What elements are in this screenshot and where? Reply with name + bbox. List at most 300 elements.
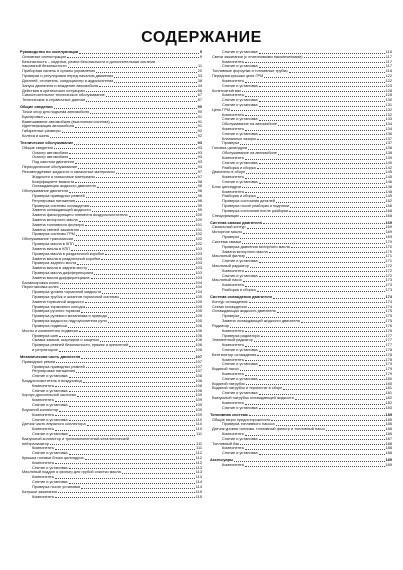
toc-page-number: 93 bbox=[197, 141, 202, 145]
toc-page-number: 113 bbox=[195, 470, 202, 475]
toc-page-number: 111 bbox=[196, 441, 202, 446]
toc-page-number: 117 bbox=[385, 64, 392, 69]
toc-leader-dots bbox=[100, 341, 194, 342]
toc-page-number: 99 bbox=[197, 208, 202, 213]
toc-page-number: 123 bbox=[385, 83, 392, 88]
toc-entry-label: Смазочный контур bbox=[212, 225, 246, 230]
toc-entry-label: Снятие и установка bbox=[222, 376, 258, 381]
toc-page-number: 108 bbox=[195, 383, 202, 388]
toc-leader-dots bbox=[76, 372, 194, 373]
toc-entry-label: Осмотр автомобиля bbox=[32, 150, 69, 155]
toc-leader-dots bbox=[55, 430, 194, 431]
toc-entry-label: Общие меры предосторожности bbox=[212, 417, 271, 422]
toc-entry-label: Снятие и установка bbox=[32, 480, 68, 485]
toc-page-number: 169 bbox=[385, 235, 392, 240]
toc-page-number: 172 bbox=[385, 273, 392, 278]
toc-entry-label: Перестановка колес bbox=[22, 285, 59, 290]
toc-page-number: 149 bbox=[385, 194, 392, 199]
toc-page-number: 173 bbox=[385, 288, 392, 292]
toc-entry-label: Аксессуары bbox=[210, 458, 234, 463]
toc-page-number: 178 bbox=[385, 357, 392, 362]
toc-page-number: 128 bbox=[385, 93, 392, 98]
toc-leader-dots bbox=[90, 113, 197, 114]
toc-page-number: 110 bbox=[195, 417, 202, 422]
toc-leader-dots bbox=[55, 415, 194, 416]
toc-page-number: 106 bbox=[195, 338, 202, 343]
toc-leader-dots bbox=[80, 230, 195, 231]
toc-entry-label: Компоненты bbox=[32, 383, 55, 388]
toc-entry-label: Компоненты bbox=[222, 446, 245, 451]
toc-leader-dots bbox=[245, 404, 384, 405]
toc-page-number: 114 bbox=[195, 480, 202, 485]
toc-leader-dots bbox=[234, 461, 384, 462]
toc-page-number: 185 bbox=[385, 417, 392, 422]
toc-leader-dots bbox=[86, 197, 197, 198]
toc-page-number: 67 bbox=[197, 93, 202, 98]
toc-entry-label: Впускной коллектор bbox=[22, 407, 59, 412]
toc-page-number: 179 bbox=[385, 362, 392, 367]
toc-entry-label: Безопасность – сиденья, ремни безопасности и дополнительная система bbox=[22, 59, 156, 64]
toc-entry-label: Балансировка колес bbox=[22, 280, 60, 285]
toc-page-number: 105 bbox=[195, 295, 202, 299]
toc-entry-label: Снятие и установка bbox=[222, 117, 258, 122]
toc-leader-dots bbox=[79, 331, 195, 332]
toc-entry-label: Обслуживание двигателя bbox=[22, 189, 69, 194]
toc-entry-label: Осмотр автомобиля bbox=[32, 155, 69, 160]
toc-leader-dots bbox=[59, 411, 194, 412]
toc-entry-label: Передняя крышка цепи ГРМ bbox=[212, 74, 264, 79]
toc-entry-label: Свечи зажигания (с платиновыми наконечниками) bbox=[212, 54, 303, 59]
toc-entry-label: Компоненты bbox=[32, 398, 55, 403]
toc-page-number: 20 bbox=[197, 69, 202, 74]
toc-entry-label: нейтрализатор bbox=[22, 441, 49, 446]
toc-leader-dots bbox=[245, 82, 384, 83]
toc-leader-dots bbox=[264, 77, 384, 78]
toc-page-number: 116 bbox=[385, 50, 392, 54]
toc-entry-label: Снятие и установка bbox=[222, 64, 258, 69]
toc-entry-label: Топливная система bbox=[210, 412, 248, 417]
toc-leader-dots bbox=[55, 497, 194, 498]
toc-entry-label: Компоненты bbox=[222, 175, 245, 180]
toc-page-number: 177 bbox=[385, 333, 392, 338]
toc-entry-label: Моторное масло bbox=[212, 230, 243, 235]
toc-leader-dots bbox=[94, 274, 194, 275]
toc-entry-label: Водяной патрубок и термостат в сборе bbox=[212, 386, 283, 391]
toc-entry-label: Топливный бак bbox=[212, 441, 240, 446]
toc-page-number: 183 bbox=[385, 405, 392, 410]
toc-entry-label: Масляный фильтр bbox=[212, 254, 246, 259]
toc-leader-dots bbox=[246, 173, 384, 174]
toc-entry-label: Проверка масла дифференциала bbox=[32, 270, 94, 275]
toc-page-number: 185 bbox=[385, 412, 392, 417]
toc-entry-label: Компоненты bbox=[32, 494, 55, 499]
toc-page-number: 177 bbox=[385, 338, 392, 343]
toc-leader-dots bbox=[247, 228, 385, 229]
toc-leader-dots bbox=[62, 132, 197, 133]
toc-leader-dots bbox=[68, 67, 197, 68]
toc-page-number: 103 bbox=[195, 256, 202, 261]
toc-page-number: 9 bbox=[199, 50, 202, 54]
toc-entry-label: Катушки зажигания bbox=[22, 489, 57, 494]
toc-entry-label: Габаритные размеры bbox=[22, 129, 61, 134]
toc-page-number: 109 bbox=[195, 403, 202, 408]
toc-leader-dots bbox=[245, 449, 384, 450]
toc-leader-dots bbox=[230, 327, 384, 328]
toc-entry bbox=[210, 451, 392, 456]
toc-entry-label: Замена масла в заднем мосту bbox=[32, 266, 88, 271]
toc-entry-label: Проверка масла в раздаточной коробке bbox=[32, 251, 105, 256]
toc-page-number: 132 bbox=[385, 107, 392, 112]
toc-page-number: 172 bbox=[385, 268, 392, 273]
toc-leader-dots bbox=[76, 201, 197, 202]
toc-leader-dots bbox=[69, 391, 195, 392]
toc-leader-dots bbox=[245, 360, 384, 361]
toc-page-number: 170 bbox=[385, 244, 392, 249]
toc-entry-label: Проверка ручного тормоза bbox=[32, 309, 81, 314]
toc-page-number: 104 bbox=[195, 290, 202, 295]
toc-entry-label: Замена масла в раздаточной коробке bbox=[32, 256, 101, 261]
toc-leader-dots bbox=[120, 298, 195, 299]
toc-leader-dots bbox=[101, 259, 194, 260]
toc-page-number: 107 bbox=[195, 369, 202, 374]
toc-page-number: 109 bbox=[195, 393, 202, 398]
toc-leader-dots bbox=[259, 439, 385, 440]
toc-leader-dots bbox=[91, 278, 195, 279]
toc-leader-dots bbox=[257, 168, 385, 169]
toc-page-number: 97 bbox=[197, 169, 202, 174]
toc-page-number: 171 bbox=[385, 254, 392, 259]
toc-page-number: 186 bbox=[385, 427, 392, 432]
toc-entry-label: Снятие и установка bbox=[32, 374, 68, 379]
toc-page-number: 145 bbox=[385, 175, 392, 180]
toc-page-number: 110 bbox=[195, 422, 202, 427]
toc-entry-label: Компоненты bbox=[222, 78, 245, 83]
toc-leader-dots bbox=[50, 444, 195, 445]
toc-leader-dots bbox=[290, 207, 384, 208]
toc-entry bbox=[210, 288, 392, 293]
toc-entry-label: Замена масла дифференциала bbox=[32, 275, 90, 280]
toc-page-number: 105 bbox=[195, 304, 202, 309]
toc-leader-dots bbox=[69, 192, 197, 193]
toc-column-left bbox=[20, 50, 202, 499]
toc-leader-dots bbox=[242, 91, 384, 92]
toc-entry-label: Проверка bbox=[222, 314, 240, 319]
toc-leader-dots bbox=[86, 91, 197, 92]
toc-leader-dots bbox=[245, 192, 384, 193]
toc-leader-dots bbox=[245, 331, 384, 332]
toc-entry-label: Снятие и установка bbox=[32, 465, 68, 470]
toc-entry-label: Датчик часть впускного коллектора bbox=[22, 422, 86, 427]
toc-page-number: 174 bbox=[385, 304, 392, 309]
toc-page-number: 169 bbox=[385, 220, 392, 225]
toc-page-number: 91 bbox=[197, 124, 202, 129]
toc-entry-label: Замена свечей зажигания bbox=[32, 227, 79, 232]
toc-leader-dots bbox=[246, 257, 384, 258]
toc-page-number: 108 bbox=[195, 374, 202, 379]
toc-leader-dots bbox=[114, 82, 196, 83]
toc-page-number: 11 bbox=[197, 64, 202, 69]
toc-leader-dots bbox=[59, 336, 195, 337]
toc-leader-dots bbox=[245, 466, 384, 467]
toc-entry bbox=[20, 98, 202, 103]
toc-leader-dots bbox=[122, 473, 195, 474]
toc-entry-label: Снятие и установка bbox=[32, 403, 68, 408]
toc-leader-dots bbox=[240, 317, 384, 318]
toc-entry-label: Обслуживание трансмиссии bbox=[22, 237, 74, 242]
toc-entry-label: Компоненты bbox=[32, 460, 55, 465]
toc-entry-label: Замена моторного масла bbox=[32, 218, 78, 222]
toc-entry-label: Компоненты bbox=[222, 463, 245, 467]
toc-leader-dots bbox=[276, 425, 385, 426]
toc-entry-label: Под капотом двигателя bbox=[32, 160, 75, 165]
toc-entry-label: и регуляторов bbox=[32, 347, 58, 352]
toc-entry-label: Проверка подвески bbox=[32, 323, 67, 328]
toc-leader-dots bbox=[259, 351, 385, 352]
toc-entry-label: Масляный насос bbox=[212, 278, 243, 283]
toc-leader-dots bbox=[96, 177, 196, 178]
toc-entry-label: Снятие и установка bbox=[32, 388, 68, 393]
toc-entry-label: Проверки и регулировки перед началом движения bbox=[22, 74, 114, 79]
toc-entry-label: Проверка после разборки и подгонки bbox=[222, 204, 290, 208]
toc-page-number: 186 bbox=[385, 422, 392, 427]
toc-entry-label: Общие сведения bbox=[20, 105, 53, 110]
toc-page-number: 94 bbox=[197, 165, 202, 170]
toc-entry-label: Снятие и установка bbox=[222, 50, 258, 54]
toc-entry-label: Снятие и установка bbox=[222, 259, 258, 264]
toc-page-number: 100 bbox=[195, 218, 202, 222]
toc-page-number: 110 bbox=[195, 427, 202, 432]
toc-entry bbox=[20, 134, 202, 139]
toc-page-number: 174 bbox=[385, 299, 392, 304]
toc-entry-label: Регулировка натяжения bbox=[32, 198, 76, 203]
toc-leader-dots bbox=[116, 173, 197, 174]
toc-entry-label: Проверка состояния деталей bbox=[222, 199, 275, 204]
toc-entry-label: Крышка головки блока цилиндров bbox=[22, 456, 84, 460]
toc-entry-label: Снятие и установка bbox=[32, 451, 68, 456]
toc-entry-label: Компоненты bbox=[222, 59, 245, 64]
toc-entry-label: Компоненты bbox=[222, 372, 245, 376]
toc-entry-label: Смазка замков, шарниров и защелок bbox=[32, 338, 100, 343]
toc-leader-dots bbox=[56, 362, 194, 363]
toc-entry-label: Замена масла в КПП bbox=[32, 246, 71, 251]
toc-page-number: 90 bbox=[197, 105, 202, 110]
toc-page-number: 169 bbox=[385, 230, 392, 235]
toc-entry-label: Основные иллюстрации bbox=[22, 54, 66, 59]
toc-leader-dots bbox=[60, 288, 195, 289]
toc-leader-dots bbox=[243, 233, 384, 234]
toc-leader-dots bbox=[129, 216, 195, 217]
toc-page-number: 134 bbox=[385, 127, 392, 131]
toc-page-number: 169 bbox=[385, 225, 392, 230]
toc-page-number: 92 bbox=[197, 134, 202, 138]
toc-page-number: 103 bbox=[195, 251, 202, 256]
toc-entry bbox=[210, 214, 392, 219]
toc-entry-label: Охлаждающая жидкость двигателя bbox=[212, 309, 276, 314]
toc-leader-dots bbox=[108, 317, 195, 318]
toc-page-number: 114 bbox=[195, 484, 202, 489]
toc-page-number: 137 bbox=[385, 141, 392, 146]
toc-page-number: 108 bbox=[195, 388, 202, 393]
toc-page-number: 175 bbox=[385, 314, 392, 319]
toc-page-number: 38 bbox=[197, 78, 202, 83]
toc-entry-label: Масляный поддон и фильтр для грубой очистки масла bbox=[22, 470, 121, 475]
toc-page-number: 107 bbox=[195, 359, 202, 364]
toc-leader-dots bbox=[245, 375, 384, 376]
toc-leader-dots bbox=[240, 238, 384, 239]
toc-page-number: 93 bbox=[197, 155, 202, 160]
toc-leader-dots bbox=[69, 158, 196, 159]
toc-leader-dots bbox=[271, 420, 384, 421]
toc-entry-label: Компоненты bbox=[222, 283, 245, 288]
page-title: СОДЕРЖАНИЕ bbox=[141, 29, 262, 46]
toc-page-number: 138 bbox=[385, 146, 392, 151]
toc-entry-label: Контур охлаждения bbox=[212, 299, 248, 304]
toc-leader-dots bbox=[129, 346, 194, 347]
toc-entry-label: Компоненты bbox=[32, 427, 55, 432]
toc-page-number: 101 bbox=[195, 227, 202, 232]
toc-entry-label: Снятие и установка bbox=[222, 391, 258, 396]
toc-leader-dots bbox=[263, 223, 385, 224]
toc-page-number: 92 bbox=[197, 129, 202, 134]
toc-entry-label: Компоненты bbox=[32, 412, 55, 417]
toc-page-number: 188 bbox=[385, 446, 392, 451]
toc-page-number: 112 bbox=[195, 456, 202, 460]
toc-entry-label: Система смазки bbox=[212, 239, 242, 244]
toc-entry-label: Компоненты bbox=[222, 112, 245, 117]
toc-leader-dots bbox=[74, 144, 196, 145]
toc-entry bbox=[210, 406, 392, 411]
toc-page-number: 9 bbox=[199, 54, 202, 59]
toc-leader-dots bbox=[259, 163, 385, 164]
toc-page-number: 106 bbox=[195, 328, 202, 333]
toc-column-right bbox=[210, 50, 392, 468]
toc-entry-label: Снятие и установка bbox=[32, 417, 68, 422]
toc-page-number: 178 bbox=[385, 352, 392, 357]
toc-page-number: 109 bbox=[195, 398, 202, 403]
toc-entry-label: Периодическое обслуживание bbox=[22, 165, 78, 170]
toc-leader-dots bbox=[55, 478, 194, 479]
toc-entry-label: Идентификация автомобиля bbox=[22, 124, 74, 129]
toc-leader-dots bbox=[86, 307, 194, 308]
toc-page-number: 117 bbox=[385, 54, 392, 59]
toc-entry-label: Коленчатый вал bbox=[212, 88, 242, 93]
toc-leader-dots bbox=[240, 444, 384, 445]
toc-entry-label: Снятие и установка bbox=[222, 131, 258, 136]
toc-entry bbox=[210, 463, 392, 468]
toc-entry-label: Проверка радиатора bbox=[222, 333, 260, 338]
toc-page-number: 107 bbox=[195, 354, 202, 359]
toc-entry-label: Проверка шин bbox=[32, 333, 58, 338]
toc-entry-label: Проверка системы охлаждения bbox=[32, 203, 89, 208]
toc-leader-dots bbox=[249, 415, 385, 416]
toc-page-number: 103 bbox=[195, 266, 202, 271]
toc-entry-label: Замена моторного масла bbox=[222, 249, 268, 254]
toc-page-number: 104 bbox=[195, 285, 202, 290]
toc-page-number: 182 bbox=[385, 396, 392, 401]
toc-page-number: 117 bbox=[385, 59, 392, 64]
toc-entry-label: Проверка заднего моста bbox=[32, 261, 77, 266]
toc-entry-label: Проверка приводных ремней bbox=[32, 364, 85, 369]
toc-page-number: 148 bbox=[385, 184, 392, 189]
toc-entry-label: Замена тормозной жидкости bbox=[32, 299, 84, 304]
toc-leader-dots bbox=[54, 148, 197, 149]
toc-page-number: 176 bbox=[385, 328, 392, 333]
toc-page-number: 106 bbox=[195, 343, 202, 348]
toc-leader-dots bbox=[85, 302, 195, 303]
toc-page-number: 170 bbox=[385, 239, 392, 244]
toc-leader-dots bbox=[250, 267, 385, 268]
toc-page-number: 102 bbox=[195, 237, 202, 242]
toc-leader-dots bbox=[245, 96, 384, 97]
toc-leader-dots bbox=[246, 384, 385, 385]
toc-leader-dots bbox=[277, 312, 385, 313]
toc-leader-dots bbox=[301, 322, 385, 323]
toc-page-number: 146 bbox=[385, 179, 392, 184]
toc-entry-label: Приводные ремни bbox=[22, 359, 56, 364]
toc-leader-dots bbox=[55, 386, 194, 387]
toc-page-number: 118 bbox=[385, 69, 392, 74]
toc-entry-label: Снятие и установка bbox=[222, 98, 258, 103]
toc-entry-label: Технические и справочные данные bbox=[22, 98, 86, 103]
toc-page-number: 186 bbox=[385, 431, 392, 436]
toc-leader-dots bbox=[87, 425, 195, 426]
toc-leader-dots bbox=[257, 197, 385, 198]
toc-leader-dots bbox=[259, 454, 385, 455]
toc-page-number: 175 bbox=[385, 319, 392, 324]
toc-leader-dots bbox=[102, 293, 194, 294]
toc-leader-dots bbox=[78, 168, 197, 169]
toc-entry-label: Охлаждающая жидкость двигателя bbox=[32, 184, 96, 189]
toc-page-number: 98 bbox=[197, 198, 202, 203]
toc-entry-label: Компоненты bbox=[32, 446, 55, 451]
toc-leader-dots bbox=[81, 488, 195, 489]
toc-page-number: 105 bbox=[195, 309, 202, 314]
toc-leader-dots bbox=[259, 120, 385, 121]
toc-entry-label: Датчик уровня топлива, топливный фильтр и топливный насос bbox=[212, 427, 326, 432]
toc-leader-dots bbox=[54, 108, 197, 109]
toc-page-number: 98 bbox=[197, 193, 202, 198]
toc-leader-dots bbox=[96, 72, 196, 73]
toc-page-number: 93 bbox=[197, 160, 202, 165]
toc-entry-label: Проверка трубок и шлангов тормозной системы bbox=[32, 295, 119, 299]
toc-entry-label: Замена охлаждающей жидкости bbox=[32, 208, 91, 213]
toc-leader-dots bbox=[242, 243, 384, 244]
toc-leader-dots bbox=[245, 435, 384, 436]
toc-entry-label: Водяной патрубок bbox=[212, 381, 245, 386]
toc-entry-label: Масляный радиатор bbox=[212, 263, 249, 268]
toc-page-number: 177 bbox=[385, 343, 392, 348]
toc-leader-dots bbox=[245, 130, 384, 131]
toc-entry-label: Проверка bbox=[222, 235, 240, 240]
toc-entry-label: Снятие и установка bbox=[222, 362, 258, 367]
toc-page-number: 148 bbox=[385, 189, 392, 194]
toc-leader-dots bbox=[69, 483, 195, 484]
toc-leader-dots bbox=[69, 468, 195, 469]
toc-leader-dots bbox=[79, 53, 199, 54]
toc-entry-label: Цепь ГРМ bbox=[212, 107, 231, 112]
toc-entry-label: Компоненты bbox=[222, 189, 245, 194]
toc-leader-dots bbox=[240, 370, 384, 371]
toc-entry-label: Проверка состояния после разборки bbox=[222, 208, 289, 213]
toc-leader-dots bbox=[248, 149, 384, 150]
toc-entry-label: Запуск двигателя и вождение автомобиля bbox=[22, 83, 99, 88]
toc-entry-label: Точки опор для подъема автомобиля bbox=[22, 109, 90, 114]
toc-entry-label: Проверка после установки bbox=[32, 484, 81, 489]
toc-page-number: 128 bbox=[385, 88, 392, 93]
toc-page-number: 108 bbox=[195, 379, 202, 383]
toc-page-number: 44 bbox=[197, 83, 202, 88]
toc-page-number: 170 bbox=[385, 249, 392, 254]
